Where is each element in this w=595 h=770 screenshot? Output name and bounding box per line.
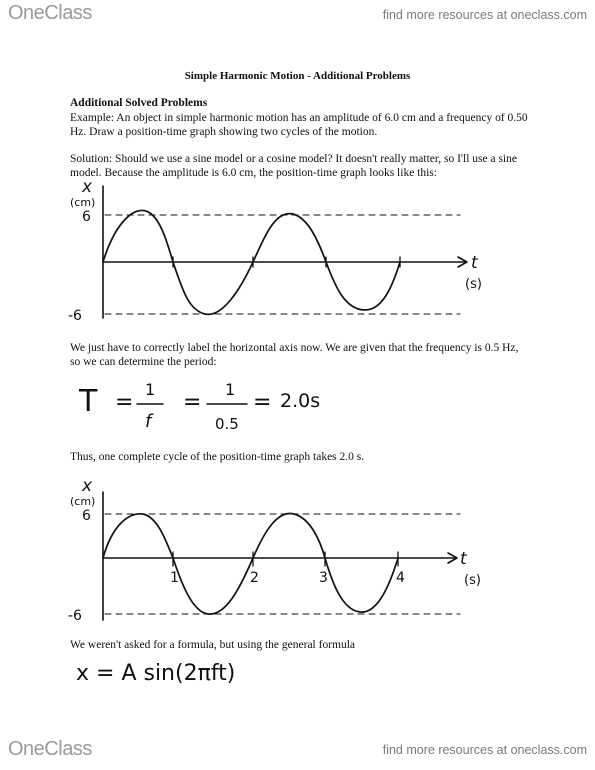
sine-wave-curve bbox=[103, 513, 398, 614]
period-symbol: T bbox=[79, 384, 98, 419]
tick-label: 4 bbox=[396, 570, 405, 586]
section-heading: Additional Solved Problems bbox=[70, 97, 208, 109]
x-axis-symbol: t bbox=[460, 549, 467, 569]
tick-label: 3 bbox=[319, 570, 328, 586]
solution-paragraph: Solution: Should we use a sine model or a cosine model? It doesn't really matter, so I'll use a sine model. Because the amplitude is 6.0 cm, the position-time graph looks like this: bbox=[70, 153, 517, 179]
position-time-graph-2 bbox=[60, 478, 500, 626]
horizontal-axis-paragraph: We just have to correctly label the horizontal axis now. We are given that the frequency is 0.5 Hz, so we can determine the period: bbox=[70, 342, 519, 368]
equals-sign-2: = bbox=[183, 390, 202, 415]
cycle-paragraph: Thus, one complete cycle of the position-time graph takes 2.0 s. bbox=[70, 451, 365, 463]
y-unit-label: (cm) bbox=[70, 196, 96, 209]
fraction-1-denominator: f bbox=[145, 411, 152, 432]
general-formula bbox=[72, 652, 292, 692]
tick-label: 2 bbox=[250, 570, 259, 586]
fraction-2-denominator: 0.5 bbox=[215, 415, 239, 433]
y-max-label: 6 bbox=[82, 508, 91, 524]
find-resources-link-footer[interactable]: find more resources at oneclass.com bbox=[382, 743, 587, 757]
equals-sign-3: = bbox=[253, 390, 272, 415]
fraction-1-numerator: 1 bbox=[145, 380, 156, 399]
x-unit-label: (s) bbox=[464, 573, 481, 588]
y-min-label: -6 bbox=[68, 608, 82, 624]
y-unit-label: (cm) bbox=[70, 495, 96, 508]
y-axis-symbol: x bbox=[82, 178, 93, 197]
oneclass-logo-footer[interactable]: OneClass bbox=[8, 738, 92, 760]
y-max-label: 6 bbox=[82, 209, 91, 225]
fraction-2-numerator: 1 bbox=[225, 380, 236, 399]
oneclass-logo[interactable]: OneClass bbox=[8, 2, 92, 24]
equals-sign-1: = bbox=[115, 390, 134, 415]
period-result: 2.0s bbox=[280, 390, 321, 412]
y-min-label: -6 bbox=[68, 308, 82, 324]
example-paragraph: Example: An object in simple harmonic motion has an amplitude of 6.0 cm and a frequency of 0.50 Hz. Draw a position-time graph showing two cycles of the motion. bbox=[70, 112, 528, 138]
y-axis-symbol: x bbox=[82, 478, 93, 496]
position-time-graph-1 bbox=[60, 178, 500, 326]
period-equation bbox=[75, 375, 355, 435]
tick-label: 1 bbox=[170, 570, 179, 586]
find-resources-link[interactable]: find more resources at oneclass.com bbox=[382, 8, 587, 22]
x-unit-label: (s) bbox=[465, 277, 482, 292]
formula-intro-paragraph: We weren't asked for a formula, but using the general formula bbox=[70, 639, 356, 651]
x-axis-symbol: t bbox=[471, 253, 478, 273]
page-title: Simple Harmonic Motion - Additional Problems bbox=[184, 70, 411, 82]
formula-text: x = A sin(2πft) bbox=[76, 661, 236, 686]
